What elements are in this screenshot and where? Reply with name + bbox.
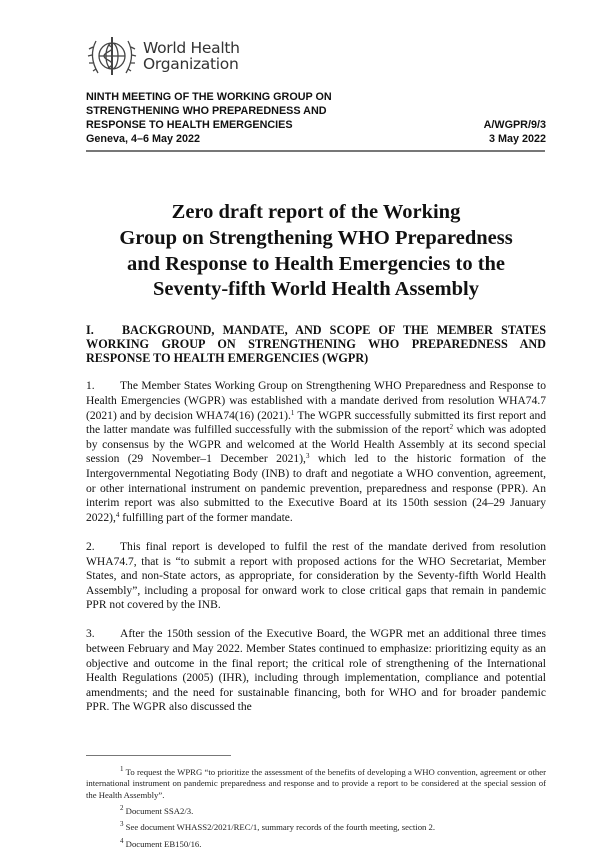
title-line: Seventy-fifth World Health Assembly (153, 278, 479, 301)
title-line: and Response to Health Emergencies to the (126, 252, 506, 275)
who-emblem-icon (86, 33, 138, 79)
footnote-text: See document WHASS2/2021/REC/1, summary records of the fourth meeting, section 2. (123, 822, 436, 833)
paragraph-text: This final report is developed to fulfil the rest of the mandate derived from resolution WHA74.7, that is “to submit a report with proposed actions for the WHO Secretariat, Member States, and non-State actors, as appropriate, for consideration by the Seventy-fifth World Health Assembly”, including a proposal for onward work to close critical gaps that remain in pandemic PPR not covered by the INB. (86, 540, 546, 612)
document-reference (484, 118, 546, 146)
document-content (86, 324, 546, 855)
document-symbol: A/WGPR/9/3 (483, 119, 546, 131)
footnote-text: Document EB150/16. (123, 838, 202, 849)
footnote-text: Document SSA2/3. (123, 805, 194, 816)
footnote-ref[interactable]: 3 (305, 452, 310, 461)
footnote-3 (86, 822, 546, 833)
footnotes (86, 767, 546, 850)
paragraph-text: which led to the historic formation of the Intergovernmental Negotiating Body (INB) to draft and negotiate a WHO convention, agreement, or other international instrument on pandemic prevention, preparedness and response (PPR). An interim report was also submitted to the Executive Board at its 150th session (24–29 January 2022), (86, 453, 546, 524)
who-logo (86, 33, 240, 79)
title-line: Zero draft report of the Working (171, 201, 461, 223)
paragraph-number: 3. (86, 628, 95, 641)
footnote-ref[interactable]: 2 (449, 423, 454, 432)
section-heading (86, 324, 546, 365)
paragraph-text: fulfilling part of the former mandate. (119, 511, 293, 524)
document-title (86, 200, 546, 303)
paragraph-2 (86, 540, 546, 613)
meeting-info (86, 90, 332, 146)
paragraph-number: 1. (86, 380, 95, 393)
footnote-mark: 2 (120, 803, 124, 812)
footnote-text: To request the WPRG “to prioritize the assessment of the benefits of developing a WHO convention, agreement or other international instrument on pandemic preparedness and response and to provide a report to be considered at the special session of the Health Assembly”. (86, 767, 546, 800)
footnote-ref[interactable]: 1 (290, 408, 295, 417)
paragraph-text: After the 150th session of the Executive Board, the WGPR met an additional three times between February and May 2022. Member States continued to emphasize: prioritizing equity as an objective and outcome in the final report; the critical role of strengthening of the International Health Regulations (2005) (IHR), including through implementation, compliance and potential amendments; and the need for sustainable financing, both for WHO and for broader pandemic PPR. The WGPR also discussed the (86, 628, 546, 714)
footnote-mark: 1 (120, 765, 124, 774)
paragraph-number: 2. (86, 540, 95, 553)
footnote-1 (86, 767, 546, 801)
document-header (86, 90, 546, 146)
meeting-location-date: Geneva, 4–6 May 2022 (86, 133, 201, 145)
paragraph-text: The Member States Working Group on Strengthening WHO Preparedness and Response to Health Emergencies (WGPR) was established with a mandate derived from resolution WHA74.7 (2021) and by decision WHA74(16) (2021). (86, 380, 546, 422)
section-heading-text: BACKGROUND, MANDATE, AND SCOPE OF THE MEMBER STATES WORKING GROUP ON STRENGTHENING WHO PREPAREDNESS AND RESPONSE TO HEALTH EMERGENCIES (WGPR) (86, 323, 546, 365)
title-line: Group on Strengthening WHO Preparedness (119, 226, 513, 249)
footnote-mark: 4 (120, 836, 124, 845)
footnote-divider (86, 755, 231, 756)
document-date: 3 May 2022 (488, 133, 546, 145)
paragraph-3 (86, 627, 546, 715)
meeting-line: NINTH MEETING OF THE WORKING GROUP ON (86, 91, 332, 103)
footnote-4 (86, 836, 546, 850)
paragraph-text: The WGPR successfully submitted its first report and the latter mandate was fulfilled successfully with the submission of the report (86, 409, 546, 437)
logo-line-1: World Health (143, 39, 240, 57)
document-body (86, 324, 546, 715)
footnote-2 (86, 803, 546, 817)
paragraph-text: which was adopted by consensus by the WGPR and welcomed at the World Health Assembly at its second special session (29 November–1 December 2021), (86, 424, 546, 466)
meeting-line: STRENGTHENING WHO PREPAREDNESS AND (86, 105, 327, 117)
header-divider (86, 150, 545, 152)
meeting-line: RESPONSE TO HEALTH EMERGENCIES (86, 119, 293, 131)
paragraph-1 (86, 379, 546, 525)
section-number: I. (86, 323, 94, 337)
footnote-mark: 3 (120, 820, 124, 829)
logo-line-2: Organization (143, 55, 239, 73)
footnote-ref[interactable]: 4 (115, 510, 120, 519)
